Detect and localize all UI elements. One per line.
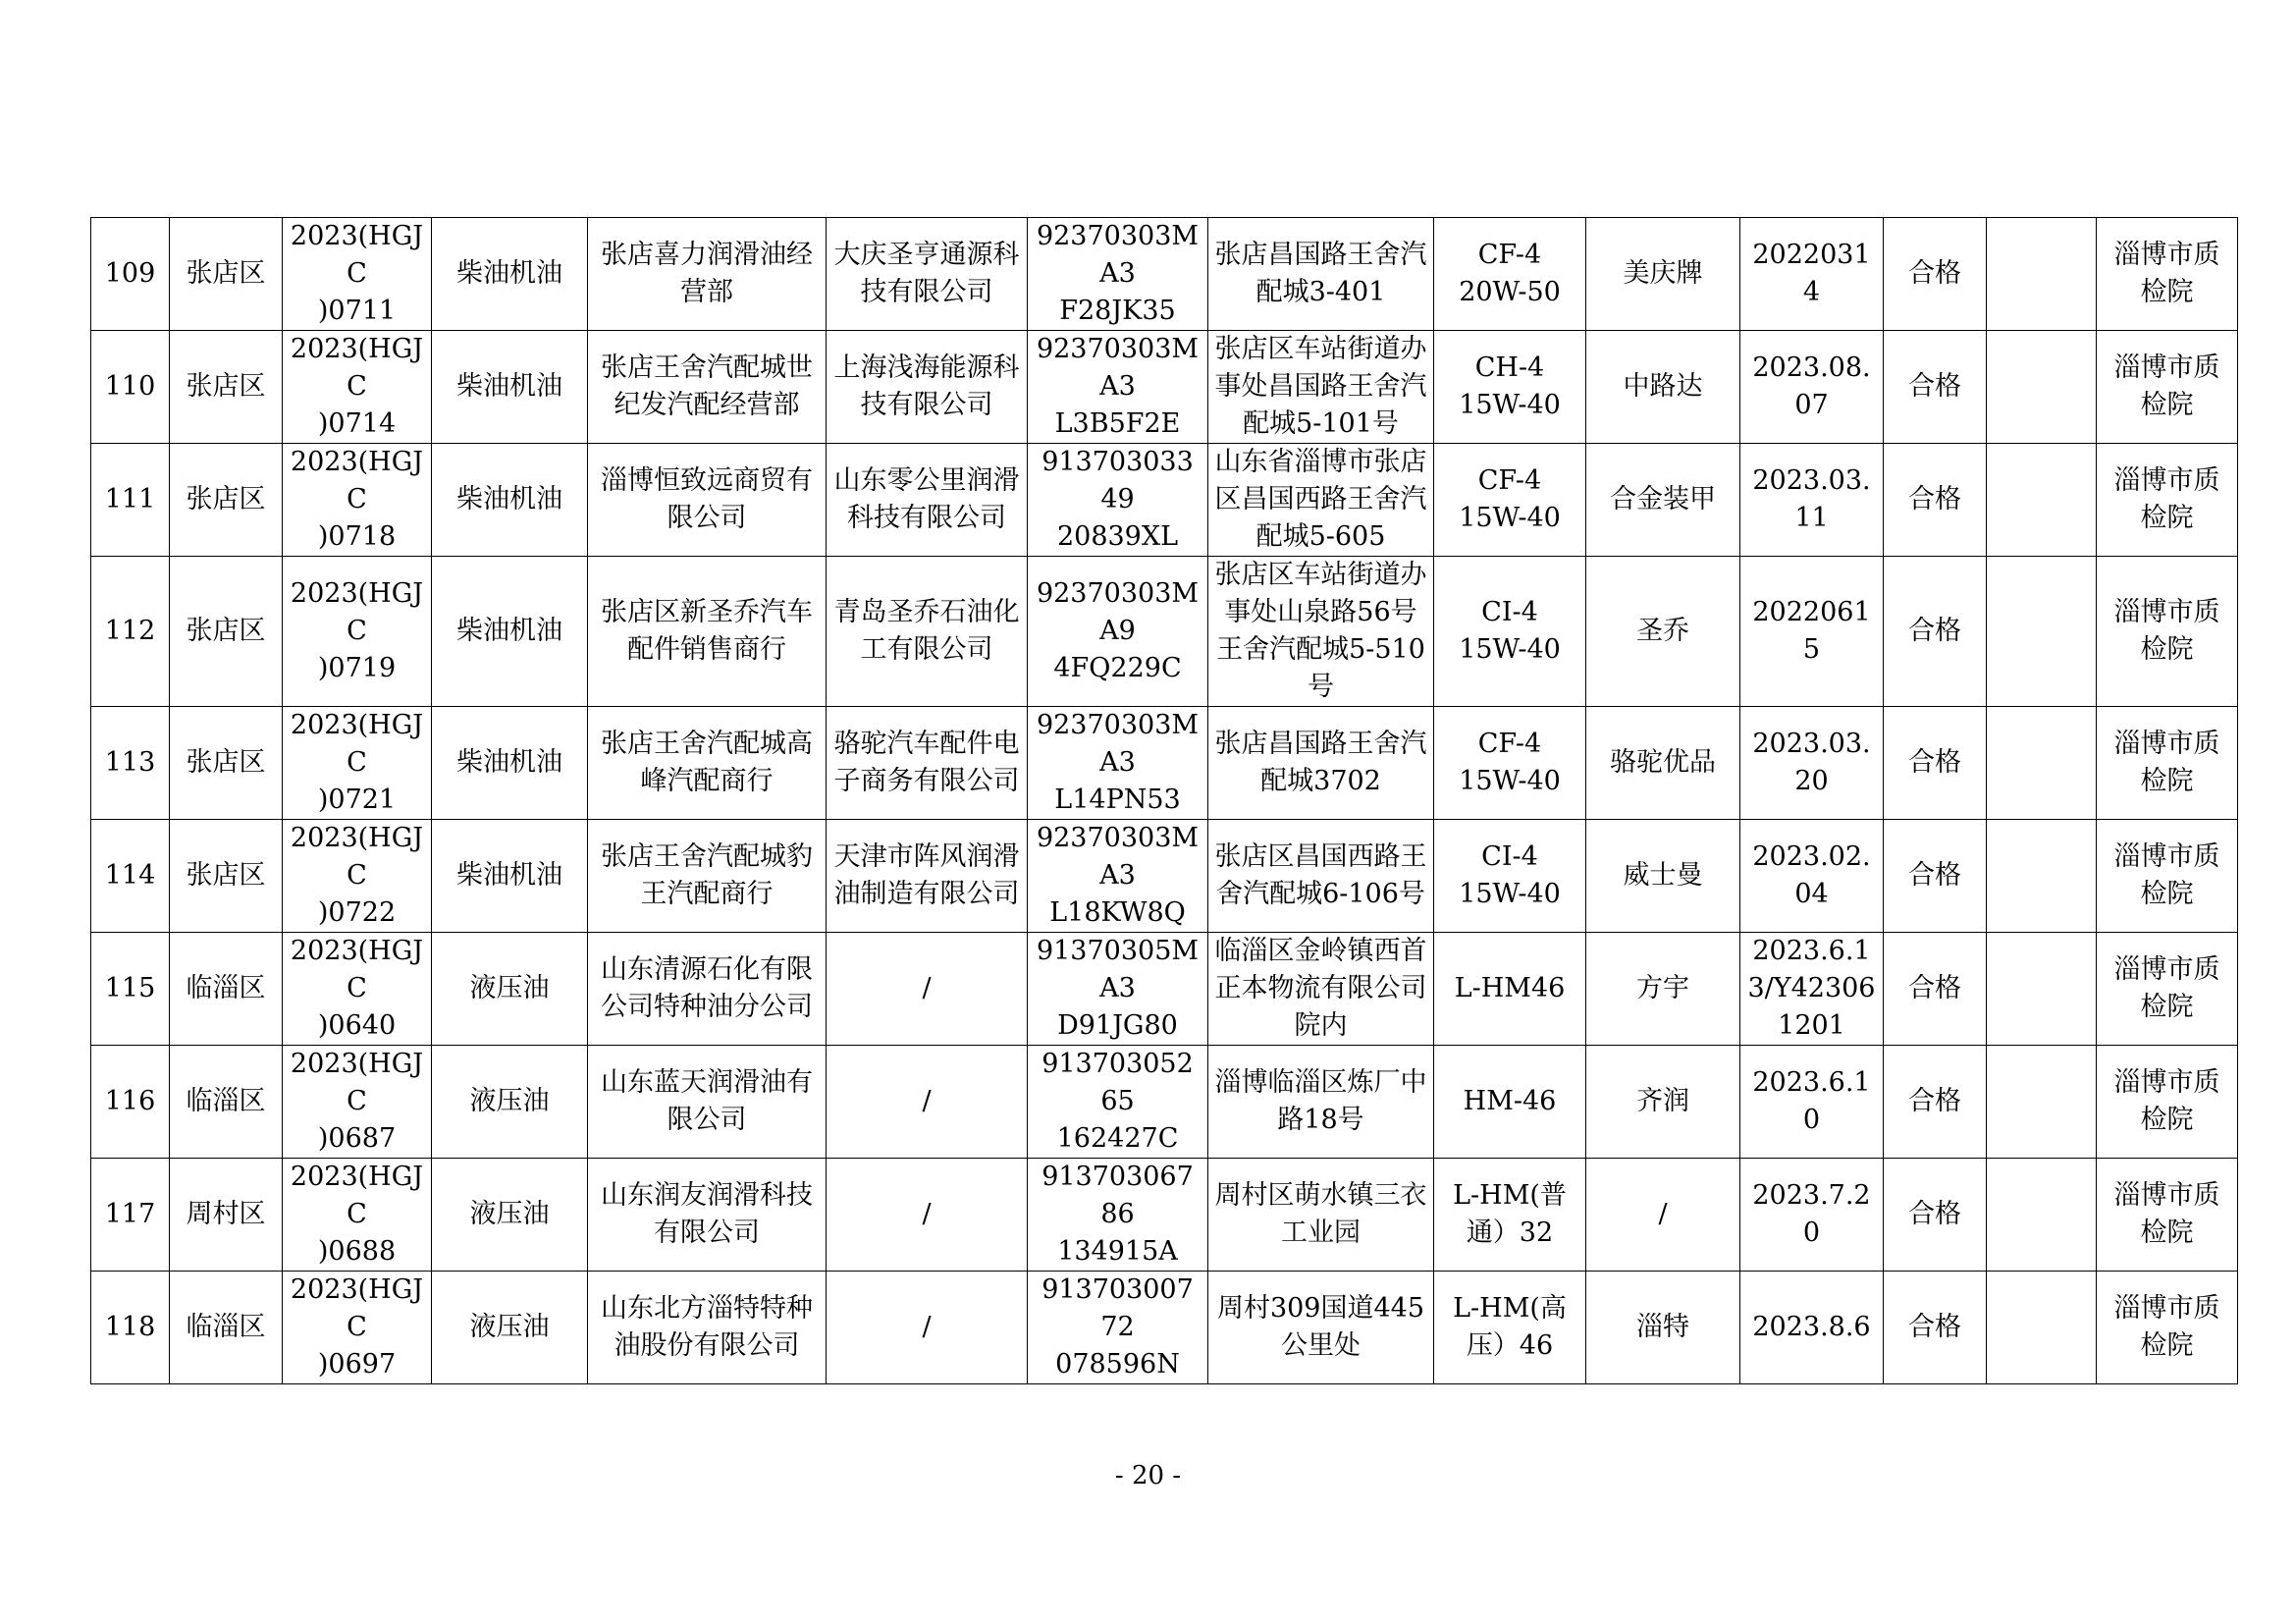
remarks-cell [1987,820,2097,933]
credit-code-cell: 92370303MA3 L3B5F2E [1028,331,1208,444]
result-cell: 合格 [1884,1272,1987,1384]
credit-code-cell: 92370303MA3 F28JK35 [1028,218,1208,331]
credit-code-cell: 92370303MA9 4FQ229C [1028,557,1208,707]
table-row [91,820,2238,933]
sample-id-cell: 2023(HGJC )0722 [283,820,432,933]
page-number: - 20 - [1114,1461,1182,1490]
brand-cell: 美庆牌 [1586,218,1740,331]
specification-cell: CF-4 15W-40 [1434,444,1586,557]
specification-cell: L-HM46 [1434,933,1586,1046]
sample-id-cell: 2023(HGJC )0640 [283,933,432,1046]
specification-cell: L-HM(普 通）32 [1434,1159,1586,1272]
production-date-cell: 2023.03. 20 [1740,707,1884,820]
brand-cell: 淄特 [1586,1272,1740,1384]
manufacturer-cell: 青岛圣乔石油化工有限公司 [827,557,1028,707]
brand-cell: 中路达 [1586,331,1740,444]
specification-cell: HM-46 [1434,1046,1586,1159]
brand-cell: 方宇 [1586,933,1740,1046]
manufacturer-cell: / [827,1159,1028,1272]
remarks-cell [1987,707,2097,820]
production-date-cell: 2023.08. 07 [1740,331,1884,444]
result-cell: 合格 [1884,707,1987,820]
specification-cell: L-HM(高 压）46 [1434,1272,1586,1384]
remarks-cell [1987,557,2097,707]
row-number-cell: 111 [91,444,170,557]
credit-code-cell: 91370300772 078596N [1028,1272,1208,1384]
sample-id-cell: 2023(HGJC )0719 [283,557,432,707]
credit-code-cell: 91370303349 20839XL [1028,444,1208,557]
table-row [91,218,2238,331]
table-row [91,1159,2238,1272]
product-type-cell: 柴油机油 [432,557,588,707]
inspection-agency-cell: 淄博市质检院 [2097,707,2238,820]
seller-name-cell: 张店喜力润滑油经营部 [588,218,827,331]
address-cell: 张店昌国路王舍汽配城3702 [1208,707,1434,820]
sample-id-cell: 2023(HGJC )0688 [283,1159,432,1272]
result-cell: 合格 [1884,933,1987,1046]
inspection-agency-cell: 淄博市质检院 [2097,218,2238,331]
sample-id-cell: 2023(HGJC )0697 [283,1272,432,1384]
address-cell: 周村309国道445公里处 [1208,1272,1434,1384]
result-cell: 合格 [1884,1046,1987,1159]
production-date-cell: 20220615 [1740,557,1884,707]
brand-cell: 威士曼 [1586,820,1740,933]
production-date-cell: 2023.6.1 3/Y42306 1201 [1740,933,1884,1046]
sample-id-cell: 2023(HGJC )0687 [283,1046,432,1159]
seller-name-cell: 山东清源石化有限公司特种油分公司 [588,933,827,1046]
table-row [91,1272,2238,1384]
credit-code-cell: 92370303MA3 L14PN53 [1028,707,1208,820]
address-cell: 张店昌国路王舍汽配城3-401 [1208,218,1434,331]
result-cell: 合格 [1884,218,1987,331]
table-row [91,933,2238,1046]
manufacturer-cell: 骆驼汽车配件电子商务有限公司 [827,707,1028,820]
manufacturer-cell: / [827,933,1028,1046]
inspection-agency-cell: 淄博市质检院 [2097,1046,2238,1159]
remarks-cell [1987,1159,2097,1272]
row-number-cell: 118 [91,1272,170,1384]
manufacturer-cell: 山东零公里润滑科技有限公司 [827,444,1028,557]
address-cell: 张店区车站街道办事处山泉路56号王舍汽配城5-510号 [1208,557,1434,707]
sample-id-cell: 2023(HGJC )0714 [283,331,432,444]
production-date-cell: 2023.8.6 [1740,1272,1884,1384]
table-row [91,331,2238,444]
table-row [91,707,2238,820]
remarks-cell [1987,933,2097,1046]
address-cell: 张店区昌国西路王舍汽配城6-106号 [1208,820,1434,933]
seller-name-cell: 张店区新圣乔汽车配件销售商行 [588,557,827,707]
credit-code-cell: 91370305MA3 D91JG80 [1028,933,1208,1046]
remarks-cell [1987,331,2097,444]
production-date-cell: 20220314 [1740,218,1884,331]
inspection-agency-cell: 淄博市质检院 [2097,820,2238,933]
manufacturer-cell: 大庆圣亨通源科技有限公司 [827,218,1028,331]
district-cell: 临淄区 [170,1272,283,1384]
manufacturer-cell: 上海浅海能源科技有限公司 [827,331,1028,444]
remarks-cell [1987,444,2097,557]
manufacturer-cell: 天津市阵风润滑油制造有限公司 [827,820,1028,933]
seller-name-cell: 张店王舍汽配城豹王汽配商行 [588,820,827,933]
inspection-agency-cell: 淄博市质检院 [2097,1159,2238,1272]
address-cell: 张店区车站街道办事处昌国路王舍汽配城5-101号 [1208,331,1434,444]
specification-cell: CI-4 15W-40 [1434,557,1586,707]
address-cell: 临淄区金岭镇西首正本物流有限公司院内 [1208,933,1434,1046]
product-type-cell: 柴油机油 [432,707,588,820]
district-cell: 张店区 [170,557,283,707]
row-number-cell: 115 [91,933,170,1046]
brand-cell: 圣乔 [1586,557,1740,707]
product-type-cell: 柴油机油 [432,331,588,444]
brand-cell: 骆驼优品 [1586,707,1740,820]
brand-cell: 齐润 [1586,1046,1740,1159]
production-date-cell: 2023.03. 11 [1740,444,1884,557]
district-cell: 张店区 [170,218,283,331]
product-type-cell: 柴油机油 [432,820,588,933]
specification-cell: CF-4 20W-50 [1434,218,1586,331]
product-type-cell: 柴油机油 [432,444,588,557]
inspection-agency-cell: 淄博市质检院 [2097,331,2238,444]
inspection-agency-cell: 淄博市质检院 [2097,1272,2238,1384]
district-cell: 张店区 [170,331,283,444]
product-type-cell: 液压油 [432,1159,588,1272]
table-row [91,1046,2238,1159]
sample-id-cell: 2023(HGJC )0718 [283,444,432,557]
specification-cell: CI-4 15W-40 [1434,820,1586,933]
table-row [91,444,2238,557]
district-cell: 张店区 [170,820,283,933]
seller-name-cell: 张店王舍汽配城高峰汽配商行 [588,707,827,820]
result-cell: 合格 [1884,1159,1987,1272]
district-cell: 张店区 [170,444,283,557]
table-row [91,557,2238,707]
production-date-cell: 2023.02. 04 [1740,820,1884,933]
district-cell: 周村区 [170,1159,283,1272]
credit-code-cell: 92370303MA3 L18KW8Q [1028,820,1208,933]
credit-code-cell: 91370305265 162427C [1028,1046,1208,1159]
production-date-cell: 2023.6.1 0 [1740,1046,1884,1159]
manufacturer-cell: / [827,1046,1028,1159]
result-cell: 合格 [1884,331,1987,444]
inspection-results-table [90,217,2238,1384]
result-cell: 合格 [1884,557,1987,707]
brand-cell: 合金装甲 [1586,444,1740,557]
row-number-cell: 113 [91,707,170,820]
result-cell: 合格 [1884,444,1987,557]
manufacturer-cell: / [827,1272,1028,1384]
production-date-cell: 2023.7.2 0 [1740,1159,1884,1272]
district-cell: 张店区 [170,707,283,820]
remarks-cell [1987,218,2097,331]
credit-code-cell: 91370306786 134915A [1028,1159,1208,1272]
district-cell: 临淄区 [170,933,283,1046]
specification-cell: CH-4 15W-40 [1434,331,1586,444]
district-cell: 临淄区 [170,1046,283,1159]
address-cell: 淄博临淄区炼厂中路18号 [1208,1046,1434,1159]
inspection-agency-cell: 淄博市质检院 [2097,557,2238,707]
sample-id-cell: 2023(HGJC )0711 [283,218,432,331]
remarks-cell [1987,1046,2097,1159]
remarks-cell [1987,1272,2097,1384]
address-cell: 山东省淄博市张店区昌国西路王舍汽配城5-605 [1208,444,1434,557]
specification-cell: CF-4 15W-40 [1434,707,1586,820]
seller-name-cell: 山东北方淄特特种油股份有限公司 [588,1272,827,1384]
brand-cell: / [1586,1159,1740,1272]
seller-name-cell: 淄博恒致远商贸有限公司 [588,444,827,557]
seller-name-cell: 山东润友润滑科技有限公司 [588,1159,827,1272]
product-type-cell: 柴油机油 [432,218,588,331]
row-number-cell: 116 [91,1046,170,1159]
product-type-cell: 液压油 [432,933,588,1046]
seller-name-cell: 山东蓝天润滑油有限公司 [588,1046,827,1159]
product-type-cell: 液压油 [432,1272,588,1384]
row-number-cell: 114 [91,820,170,933]
seller-name-cell: 张店王舍汽配城世纪发汽配经营部 [588,331,827,444]
row-number-cell: 117 [91,1159,170,1272]
inspection-agency-cell: 淄博市质检院 [2097,444,2238,557]
sample-id-cell: 2023(HGJC )0721 [283,707,432,820]
result-cell: 合格 [1884,820,1987,933]
product-type-cell: 液压油 [432,1046,588,1159]
row-number-cell: 109 [91,218,170,331]
address-cell: 周村区萌水镇三衣工业园 [1208,1159,1434,1272]
row-number-cell: 110 [91,331,170,444]
row-number-cell: 112 [91,557,170,707]
inspection-agency-cell: 淄博市质检院 [2097,933,2238,1046]
